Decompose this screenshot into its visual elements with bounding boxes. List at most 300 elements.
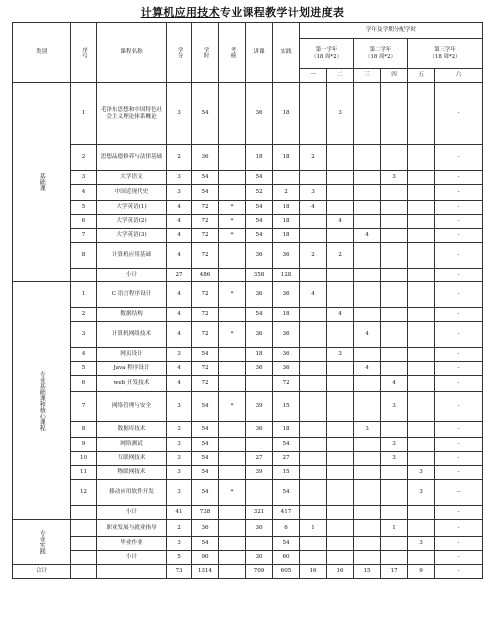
seq-cell: 9 xyxy=(71,438,97,452)
semester-4-cell xyxy=(381,348,408,362)
total-practice: 605 xyxy=(273,565,300,579)
semester-3-cell xyxy=(354,392,381,422)
semester-2-cell xyxy=(327,392,354,422)
subtotal-label: 小计 xyxy=(97,269,167,282)
subtotal-semester-1 xyxy=(300,269,327,282)
practice-cell: 18 xyxy=(273,422,300,438)
hours-cell: 54 xyxy=(192,185,219,201)
subtotal-semester-4 xyxy=(381,506,408,520)
exam-cell: * xyxy=(219,282,246,308)
subtotal-semester-3 xyxy=(354,551,381,565)
lecture-cell: 39 xyxy=(246,392,273,422)
subtotal-semester-2 xyxy=(327,506,354,520)
exam-cell: * xyxy=(219,480,246,506)
semester-5-cell: 3 xyxy=(408,537,435,551)
practice-cell: 54 xyxy=(273,537,300,551)
practice-cell: 54 xyxy=(273,480,300,506)
category-cell: 专业基础课和核心课程 xyxy=(13,282,71,520)
semester-2-cell xyxy=(327,537,354,551)
practice-cell: 36 xyxy=(273,282,300,308)
year-2-weeks: （18 周*2） xyxy=(365,53,396,60)
course-name-cell: 计算机网络技术 xyxy=(97,322,167,348)
semester-5-cell xyxy=(408,362,435,376)
course-name-cell: web 开发技术 xyxy=(97,376,167,392)
semester-3-cell xyxy=(354,185,381,201)
lecture-cell xyxy=(246,537,273,551)
practice-cell: 18 xyxy=(273,201,300,215)
subtotal-lecture: 321 xyxy=(246,506,273,520)
lecture-cell: 18 xyxy=(246,348,273,362)
semester-5-cell xyxy=(408,348,435,362)
semester-6-cell: - xyxy=(435,243,483,269)
year-1-label: 第一学年 xyxy=(315,46,338,53)
table-row xyxy=(13,422,483,438)
hours-cell: 54 xyxy=(192,452,219,466)
hours-cell: 54 xyxy=(192,480,219,506)
subtotal-label: 小计 xyxy=(97,506,167,520)
hours-cell: 54 xyxy=(192,537,219,551)
semester-1-cell: 3 xyxy=(300,185,327,201)
lecture-cell: 36 xyxy=(246,282,273,308)
exam-cell xyxy=(219,171,246,185)
semester-1-cell xyxy=(300,308,327,322)
hours-cell: 54 xyxy=(192,466,219,480)
lecture-cell: 30 xyxy=(246,520,273,537)
semester-2-cell: 3 xyxy=(327,83,354,145)
year-2-label: 第二学年 xyxy=(369,46,392,53)
course-name-cell: 思想品德修养与法律基础 xyxy=(97,145,167,171)
header-semester-6: 六 xyxy=(435,69,483,83)
semester-1-cell xyxy=(300,452,327,466)
total-label: 合计 xyxy=(13,565,71,579)
header-semester-1: 一 xyxy=(300,69,327,83)
course-name-cell: 大学语文 xyxy=(97,171,167,185)
credit-cell: 3 xyxy=(167,83,192,145)
credit-cell: 3 xyxy=(167,392,192,422)
semester-6-cell: - xyxy=(435,215,483,229)
table-row xyxy=(13,201,483,215)
subtotal-seq-cell xyxy=(71,551,97,565)
semester-6-cell: -- xyxy=(435,480,483,506)
course-name-cell: 移动应用软件开发 xyxy=(97,480,167,506)
semester-4-cell xyxy=(381,480,408,506)
semester-5-cell xyxy=(408,520,435,537)
practice-cell: 27 xyxy=(273,452,300,466)
subtotal-practice: 417 xyxy=(273,506,300,520)
semester-6-cell: - xyxy=(435,185,483,201)
exam-cell xyxy=(219,376,246,392)
course-name-cell: C 语言程序设计 xyxy=(97,282,167,308)
course-name-cell: 职业发展与就业指导 xyxy=(97,520,167,537)
lecture-cell xyxy=(246,480,273,506)
subtotal-semester-4 xyxy=(381,269,408,282)
semester-3-cell: 3 xyxy=(354,422,381,438)
hours-cell: 36 xyxy=(192,145,219,171)
seq-cell: 8 xyxy=(71,243,97,269)
semester-5-cell xyxy=(408,322,435,348)
subtotal-semester-6: - xyxy=(435,506,483,520)
semester-4-cell xyxy=(381,215,408,229)
total-name-cell xyxy=(97,565,167,579)
hours-cell: 72 xyxy=(192,282,219,308)
hours-cell: 54 xyxy=(192,392,219,422)
exam-cell: * xyxy=(219,392,246,422)
semester-4-cell: 3 xyxy=(381,438,408,452)
semester-1-cell xyxy=(300,438,327,452)
semester-2-cell xyxy=(327,185,354,201)
semester-6-cell: - xyxy=(435,308,483,322)
semester-4-cell: 3 xyxy=(381,392,408,422)
credit-cell: 3 xyxy=(167,348,192,362)
total-semester-6: - xyxy=(435,565,483,579)
seq-cell: 7 xyxy=(71,229,97,243)
credit-cell: 4 xyxy=(167,308,192,322)
total-semester-2: 16 xyxy=(327,565,354,579)
semester-1-cell xyxy=(300,215,327,229)
semester-3-cell xyxy=(354,83,381,145)
semester-1-cell: 4 xyxy=(300,282,327,308)
semester-6-cell: - xyxy=(435,452,483,466)
semester-3-cell xyxy=(354,480,381,506)
semester-2-cell xyxy=(327,145,354,171)
seq-cell xyxy=(71,520,97,537)
table-row xyxy=(13,229,483,243)
subtotal-hours: 738 xyxy=(192,506,219,520)
hours-cell: 72 xyxy=(192,201,219,215)
subtotal-semester-3 xyxy=(354,269,381,282)
exam-cell xyxy=(219,348,246,362)
seq-cell: 7 xyxy=(71,392,97,422)
lecture-cell: 27 xyxy=(246,452,273,466)
table-row xyxy=(13,308,483,322)
hours-cell: 72 xyxy=(192,229,219,243)
credit-cell: 3 xyxy=(167,452,192,466)
lecture-cell: 54 xyxy=(246,171,273,185)
lecture-cell: 36 xyxy=(246,422,273,438)
course-name-cell: 大学英语(1) xyxy=(97,201,167,215)
lecture-cell: 52 xyxy=(246,185,273,201)
header-semester-5: 五 xyxy=(408,69,435,83)
semester-2-cell xyxy=(327,376,354,392)
subtotal-label: 小计 xyxy=(97,551,167,565)
header-year-1 xyxy=(300,39,354,69)
credit-cell: 3 xyxy=(167,466,192,480)
table-row xyxy=(13,520,483,537)
semester-6-cell: - xyxy=(435,376,483,392)
semester-5-cell xyxy=(408,201,435,215)
table-row xyxy=(13,215,483,229)
total-lecture: 709 xyxy=(246,565,273,579)
semester-2-cell xyxy=(327,480,354,506)
header-exam: 考核 xyxy=(219,23,246,83)
subtotal-row xyxy=(13,269,483,282)
seq-cell: 4 xyxy=(71,185,97,201)
subtotal-semester-3 xyxy=(354,506,381,520)
semester-6-cell: - xyxy=(435,466,483,480)
table-row xyxy=(13,537,483,551)
course-name-cell: 毛泽东思想和中国特色社会主义理论体系概论 xyxy=(97,83,167,145)
semester-2-cell: 4 xyxy=(327,215,354,229)
total-semester-3: 15 xyxy=(354,565,381,579)
lecture-cell: 54 xyxy=(246,229,273,243)
semester-5-cell xyxy=(408,215,435,229)
semester-1-cell xyxy=(300,376,327,392)
semester-5-cell xyxy=(408,145,435,171)
credit-cell: 4 xyxy=(167,201,192,215)
seq-cell: 5 xyxy=(71,201,97,215)
table-row xyxy=(13,145,483,171)
semester-1-cell xyxy=(300,322,327,348)
title-suffix: 专业课程教学计划进度表 xyxy=(219,6,345,19)
practice-cell: 18 xyxy=(273,215,300,229)
practice-cell: 6 xyxy=(273,520,300,537)
hours-cell: 72 xyxy=(192,322,219,348)
semester-5-cell xyxy=(408,243,435,269)
hours-cell: 36 xyxy=(192,520,219,537)
table-row xyxy=(13,83,483,145)
course-name-cell: 毕业作业 xyxy=(97,537,167,551)
table-row xyxy=(13,243,483,269)
subtotal-credit: 27 xyxy=(167,269,192,282)
semester-1-cell xyxy=(300,362,327,376)
semester-2-cell xyxy=(327,452,354,466)
practice-cell: 18 xyxy=(273,145,300,171)
header-category: 类别 xyxy=(13,23,71,83)
course-name-cell: 大学英语(3) xyxy=(97,229,167,243)
exam-cell xyxy=(219,185,246,201)
hours-cell: 72 xyxy=(192,215,219,229)
subtotal-exam xyxy=(219,269,246,282)
semester-3-cell xyxy=(354,282,381,308)
subtotal-semester-6: - xyxy=(435,269,483,282)
subtotal-semester-1 xyxy=(300,551,327,565)
semester-1-cell xyxy=(300,83,327,145)
semester-2-cell xyxy=(327,422,354,438)
subtotal-exam xyxy=(219,506,246,520)
header-year-2 xyxy=(354,39,408,69)
semester-1-cell xyxy=(300,422,327,438)
credit-cell: 4 xyxy=(167,376,192,392)
table-row xyxy=(13,362,483,376)
exam-cell xyxy=(219,520,246,537)
semester-3-cell xyxy=(354,171,381,185)
semester-2-cell xyxy=(327,520,354,537)
semester-2-cell xyxy=(327,171,354,185)
seq-cell: 8 xyxy=(71,422,97,438)
semester-6-cell: - xyxy=(435,145,483,171)
course-name-cell: 网络测试 xyxy=(97,438,167,452)
credit-cell: 3 xyxy=(167,422,192,438)
subtotal-credit: 41 xyxy=(167,506,192,520)
semester-2-cell xyxy=(327,438,354,452)
table-row xyxy=(13,171,483,185)
practice-cell: 36 xyxy=(273,362,300,376)
semester-3-cell xyxy=(354,348,381,362)
semester-6-cell: - xyxy=(435,83,483,145)
practice-cell: 18 xyxy=(273,229,300,243)
semester-4-cell xyxy=(381,201,408,215)
semester-6-cell: - xyxy=(435,201,483,215)
header-semester-3: 三 xyxy=(354,69,381,83)
document-title xyxy=(0,4,485,20)
credit-cell: 4 xyxy=(167,243,192,269)
total-semester-5: 9 xyxy=(408,565,435,579)
year-1-weeks: （18 周*2） xyxy=(311,53,342,60)
subtotal-semester-5 xyxy=(408,506,435,520)
hours-cell: 54 xyxy=(192,171,219,185)
exam-cell xyxy=(219,362,246,376)
semester-3-cell xyxy=(354,215,381,229)
seq-cell: 10 xyxy=(71,452,97,466)
subtotal-credit: 5 xyxy=(167,551,192,565)
header-semester-2: 二 xyxy=(327,69,354,83)
course-name-cell: 数据库技术 xyxy=(97,422,167,438)
credit-cell: 4 xyxy=(167,322,192,348)
semester-2-cell xyxy=(327,466,354,480)
credit-cell: 3 xyxy=(167,171,192,185)
semester-5-cell xyxy=(408,308,435,322)
hours-cell: 54 xyxy=(192,348,219,362)
practice-cell: 15 xyxy=(273,466,300,480)
practice-cell: 36 xyxy=(273,348,300,362)
practice-cell: 2 xyxy=(273,185,300,201)
exam-cell xyxy=(219,308,246,322)
semester-2-cell xyxy=(327,322,354,348)
semester-3-cell xyxy=(354,376,381,392)
lecture-cell xyxy=(246,376,273,392)
semester-3-cell xyxy=(354,308,381,322)
seq-cell: 1 xyxy=(71,83,97,145)
semester-3-cell xyxy=(354,520,381,537)
subtotal-semester-5 xyxy=(408,551,435,565)
lecture-cell: 36 xyxy=(246,83,273,145)
practice-cell: 54 xyxy=(273,438,300,452)
category-cell: 专业实践 xyxy=(13,520,71,565)
subtotal-lecture: 30 xyxy=(246,551,273,565)
course-name-cell: 物联网技术 xyxy=(97,466,167,480)
semester-4-cell xyxy=(381,145,408,171)
table-row xyxy=(13,348,483,362)
seq-cell: 12 xyxy=(71,480,97,506)
credit-cell: 3 xyxy=(167,480,192,506)
seq-cell xyxy=(71,537,97,551)
semester-6-cell: - xyxy=(435,171,483,185)
course-name-cell: 互联网技术 xyxy=(97,452,167,466)
seq-cell: 6 xyxy=(71,376,97,392)
semester-1-cell xyxy=(300,229,327,243)
semester-5-cell xyxy=(408,282,435,308)
semester-2-cell xyxy=(327,229,354,243)
total-semester-1: 16 xyxy=(300,565,327,579)
semester-4-cell: 4 xyxy=(381,376,408,392)
seq-cell: 1 xyxy=(71,282,97,308)
table-row xyxy=(13,322,483,348)
lecture-cell: 36 xyxy=(246,322,273,348)
semester-5-cell xyxy=(408,229,435,243)
year-3-label: 第三学年 xyxy=(434,46,456,53)
course-name-cell: 大学英语(2) xyxy=(97,215,167,229)
subtotal-lecture: 358 xyxy=(246,269,273,282)
table-row xyxy=(13,185,483,201)
course-name-cell: Java 程序设计 xyxy=(97,362,167,376)
semester-1-cell xyxy=(300,480,327,506)
total-hours: 1314 xyxy=(192,565,219,579)
semester-5-cell xyxy=(408,452,435,466)
hours-cell: 72 xyxy=(192,308,219,322)
semester-4-cell xyxy=(381,229,408,243)
semester-2-cell: 3 xyxy=(327,348,354,362)
semester-5-cell xyxy=(408,438,435,452)
lecture-cell: 54 xyxy=(246,201,273,215)
practice-cell: 18 xyxy=(273,83,300,145)
header-lecture: 讲课 xyxy=(246,23,273,83)
semester-5-cell xyxy=(408,376,435,392)
table-row xyxy=(13,452,483,466)
header-course-name: 课程名称 xyxy=(97,23,167,83)
subtotal-seq-cell xyxy=(71,506,97,520)
course-name-cell: 中国近现代史 xyxy=(97,185,167,201)
semester-5-cell xyxy=(408,171,435,185)
semester-3-cell xyxy=(354,466,381,480)
semester-6-cell: - xyxy=(435,422,483,438)
subtotal-semester-2 xyxy=(327,269,354,282)
credit-cell: 3 xyxy=(167,537,192,551)
semester-2-cell xyxy=(327,362,354,376)
header-semester-4: 四 xyxy=(381,69,408,83)
credit-cell: 4 xyxy=(167,215,192,229)
credit-cell: 3 xyxy=(167,185,192,201)
semester-4-cell xyxy=(381,466,408,480)
hours-cell: 72 xyxy=(192,243,219,269)
table-row xyxy=(13,392,483,422)
practice-cell: 15 xyxy=(273,392,300,422)
seq-cell: 2 xyxy=(71,308,97,322)
semester-6-cell: - xyxy=(435,322,483,348)
total-exam xyxy=(219,565,246,579)
semester-3-cell xyxy=(354,452,381,466)
table-row xyxy=(13,438,483,452)
exam-cell: * xyxy=(219,201,246,215)
semester-2-cell xyxy=(327,282,354,308)
semester-1-cell: 2 xyxy=(300,145,327,171)
course-name-cell: 计算机应用基础 xyxy=(97,243,167,269)
semester-3-cell: 4 xyxy=(354,322,381,348)
exam-cell: * xyxy=(219,322,246,348)
semester-6-cell: - xyxy=(435,362,483,376)
semester-1-cell xyxy=(300,348,327,362)
credit-cell: 2 xyxy=(167,520,192,537)
subtotal-hours: 486 xyxy=(192,269,219,282)
semester-5-cell xyxy=(408,185,435,201)
hours-cell: 72 xyxy=(192,376,219,392)
subtotal-semester-4 xyxy=(381,551,408,565)
seq-cell: 2 xyxy=(71,145,97,171)
semester-4-cell xyxy=(381,422,408,438)
year-3-weeks: （18 周*2） xyxy=(429,53,461,60)
subtotal-practice: 60 xyxy=(273,551,300,565)
semester-4-cell xyxy=(381,308,408,322)
semester-6-cell: - xyxy=(435,282,483,308)
seq-cell: 3 xyxy=(71,171,97,185)
subtotal-semester-5 xyxy=(408,269,435,282)
practice-cell: 18 xyxy=(273,308,300,322)
semester-6-cell: - xyxy=(435,438,483,452)
hours-cell: 72 xyxy=(192,362,219,376)
semester-2-cell: 4 xyxy=(327,308,354,322)
subtotal-row xyxy=(13,506,483,520)
hours-cell: 54 xyxy=(192,83,219,145)
course-name-cell: 网页设计 xyxy=(97,348,167,362)
